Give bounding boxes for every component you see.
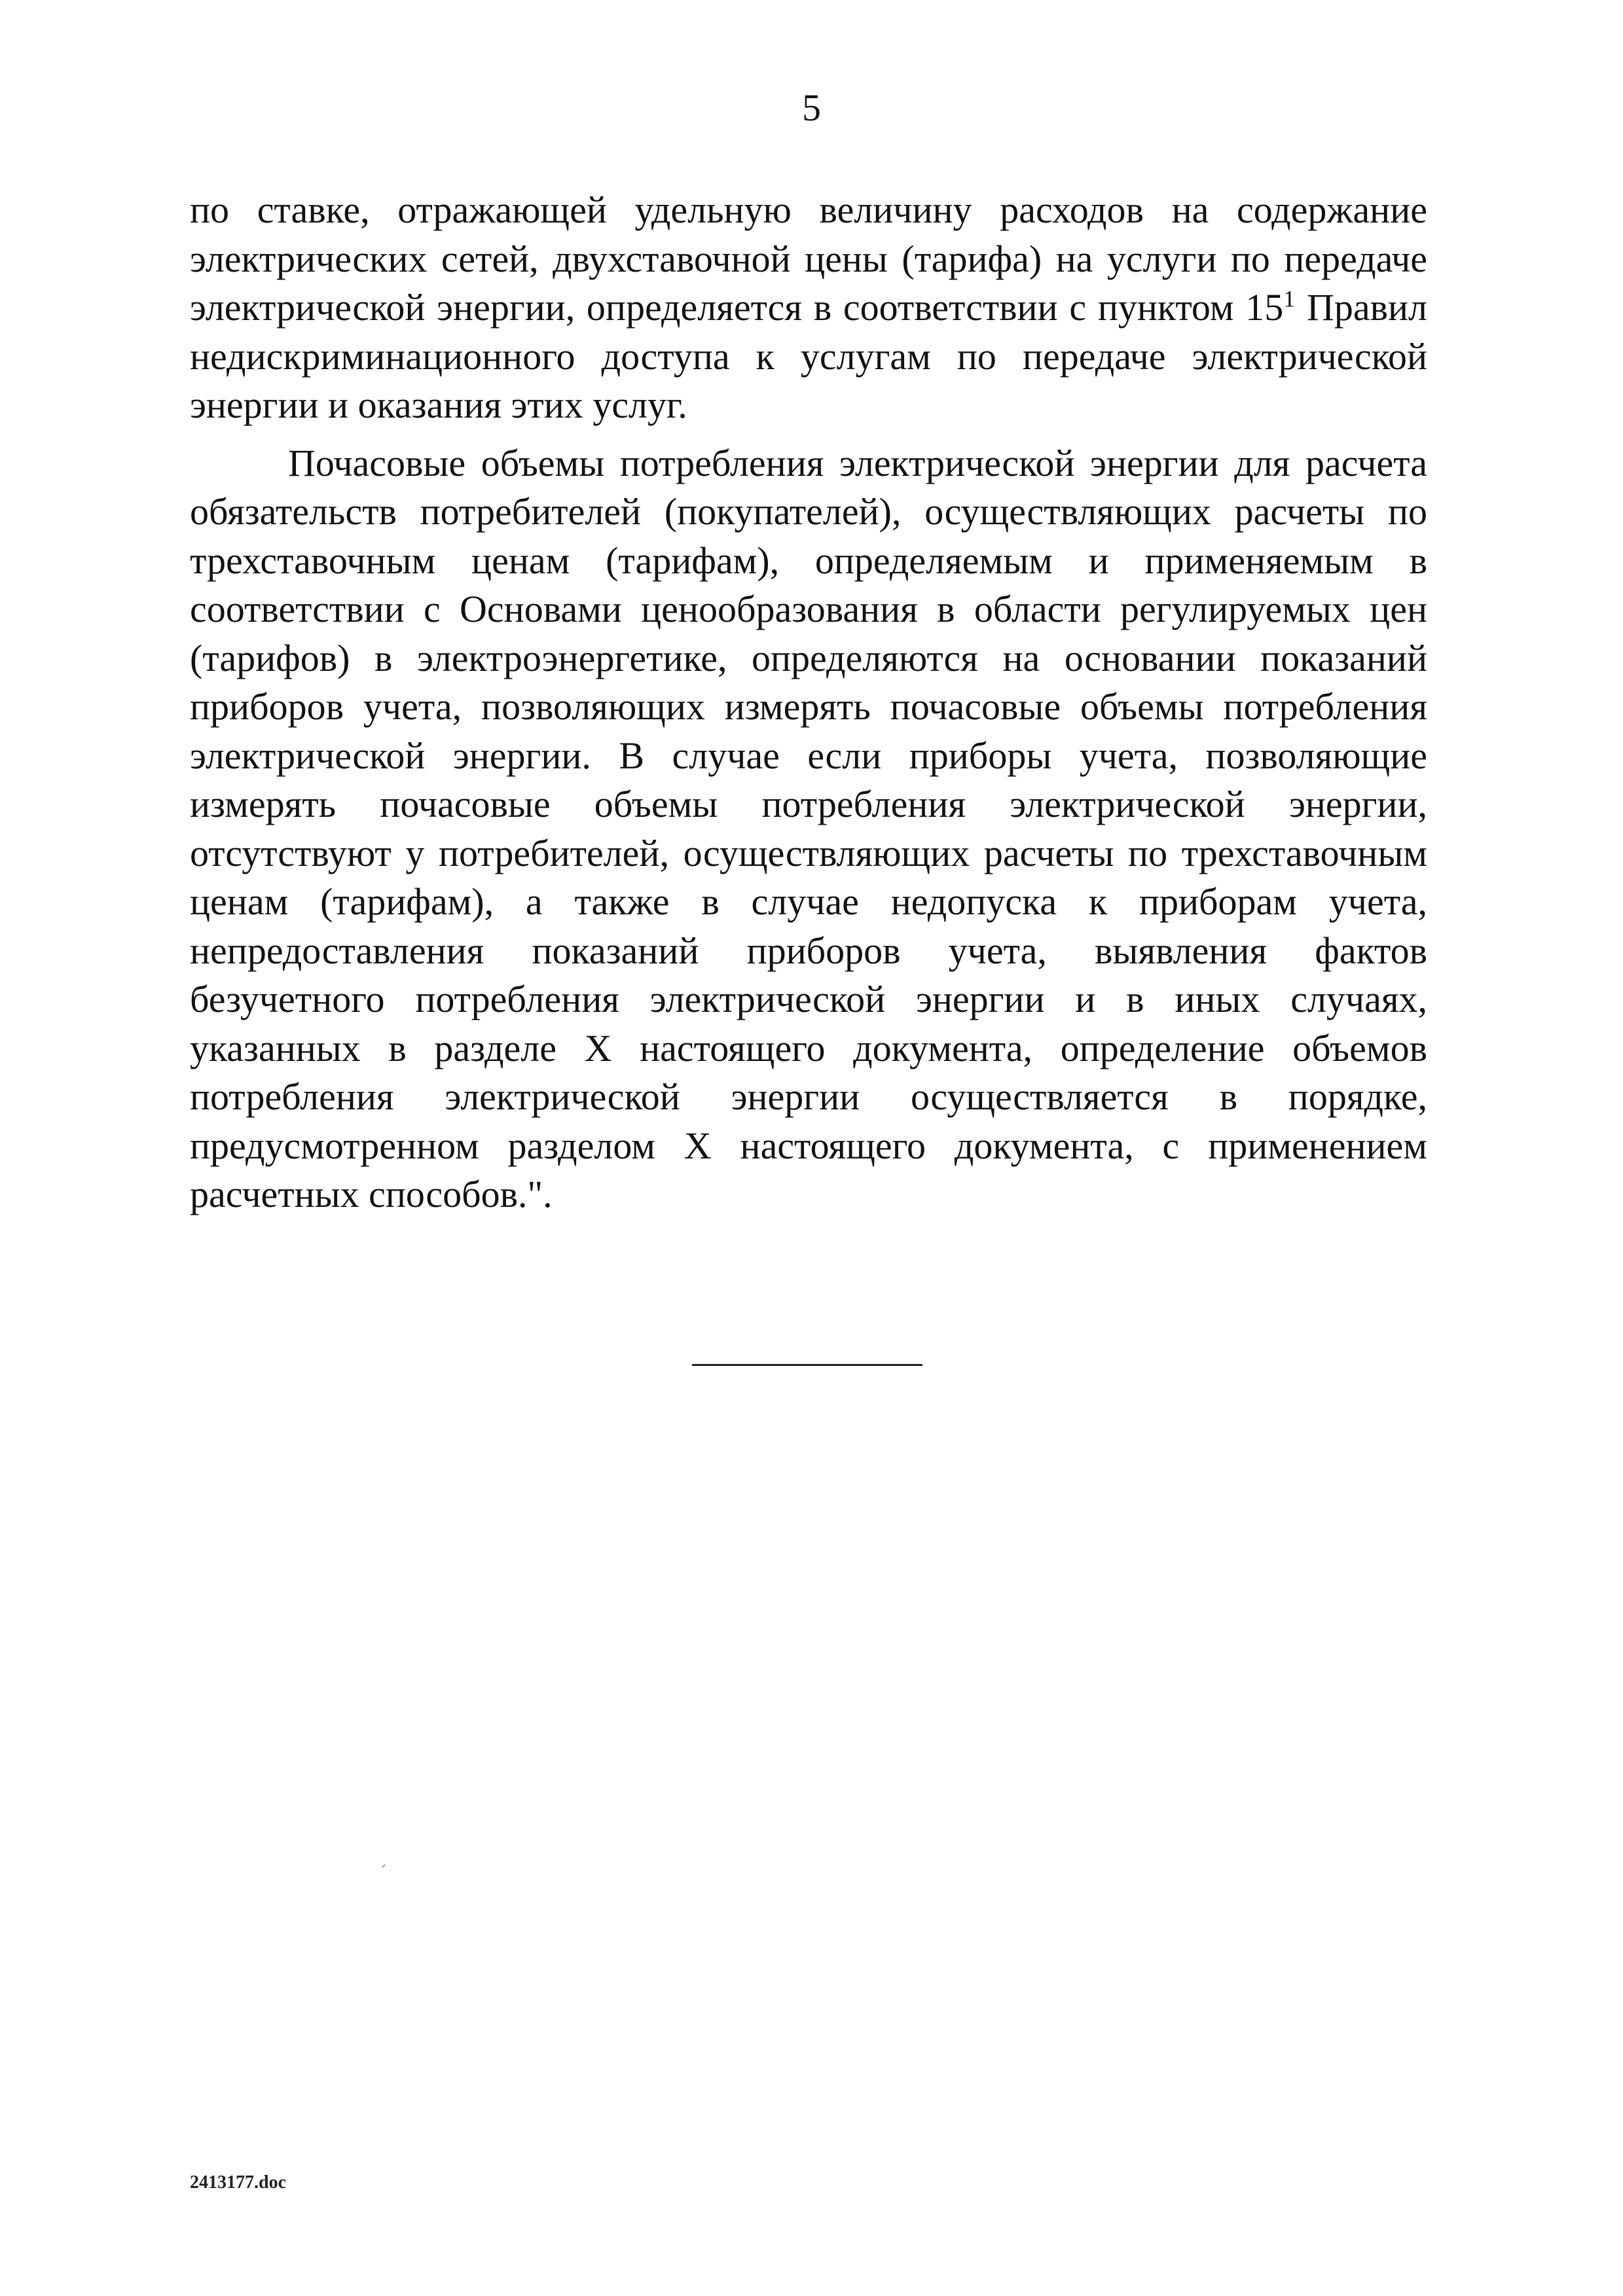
paragraph-1-text-end: Правил недискриминационного доступа к услугам по передаче электрической энергии и оказания этих услуг. bbox=[190, 286, 1428, 426]
end-of-text-rule bbox=[692, 1364, 922, 1366]
paragraph-1 bbox=[190, 186, 1427, 430]
body-text bbox=[190, 186, 1427, 1219]
paragraph-1-text-start: по ставке, отражающей удельную величину расходов на содержание электрических сетей, двухставочной цены (тарифа) на услуги по передаче электрической энергии, определяется в соответствии с пунктом 15 bbox=[190, 188, 1427, 329]
page-number: 5 bbox=[802, 86, 821, 129]
scan-speck bbox=[382, 1864, 386, 1867]
footer-filename: 2413177.doc bbox=[190, 2172, 286, 2193]
paragraph-2: Почасовые объемы потребления электрической энергии для расчета обязательств потребителей (покупателей), осуществляющих расчеты по трехставочным ценам (тарифам), определяемым и применяемым в соответствии с Основами ценообразования в области регулируемых цен (тарифов) в электроэнергетике, определяются на основании показаний приборов учета, позволяющих измерять почасовые объемы потребления электрической энергии. В случае если приборы учета, позволяющие измерять почасовые объемы потребления электрической энергии, отсутствуют у потребителей, осуществляющих расчеты по трехставочным ценам (тарифам), а также в случае недопуска к приборам учета, непредоставления показаний приборов учета, выявления фактов безучетного потребления электрической энергии и в иных случаях, указанных в разделе X настоящего документа, определение объемов потребления электрической энергии осуществляется в порядке, предусмотренном разделом X настоящего документа, с применением расчетных способов.". bbox=[190, 441, 1427, 1215]
superscript-footnote: 1 bbox=[1283, 285, 1296, 312]
